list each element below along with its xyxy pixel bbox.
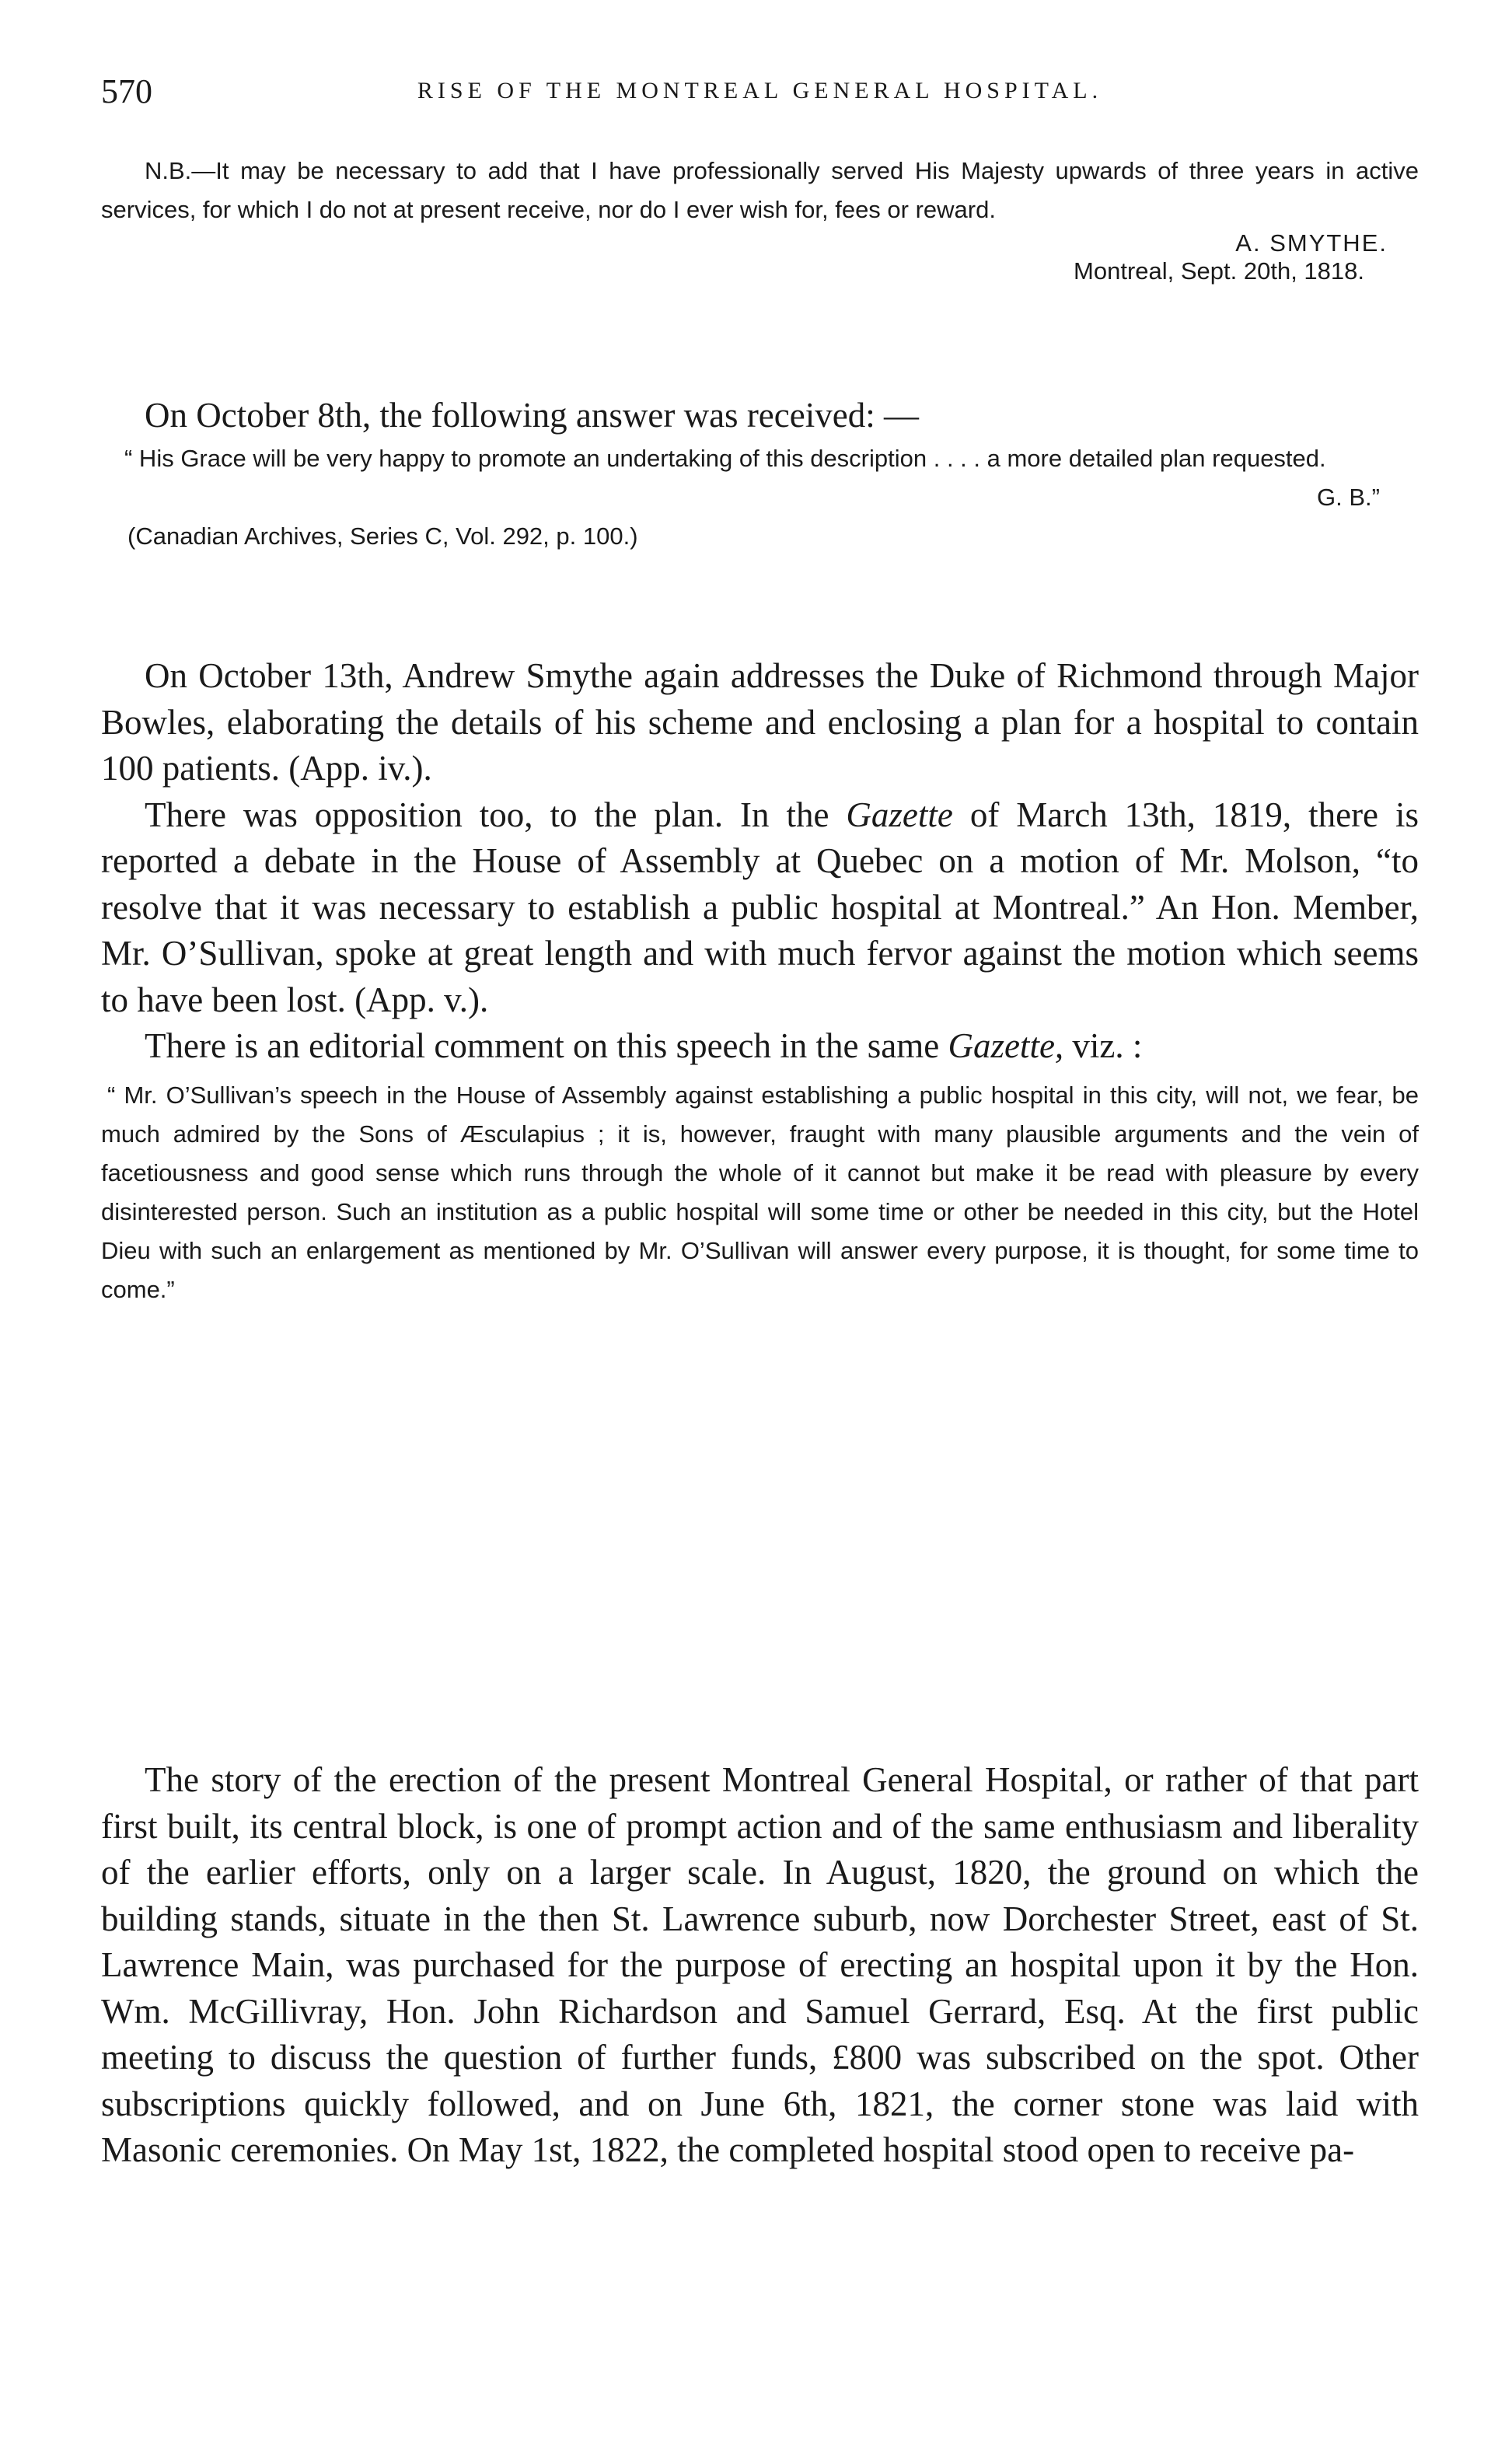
answer-intro: On October 8th, the following answer was received: — (145, 396, 919, 435)
answer-quote-text: “ His Grace will be very happy to promote an undertaking of this description . . . . a more detailed plan requested. (124, 444, 1326, 472)
editorial-quote: “ Mr. O’Sullivan’s speech in the House of Assembly against establishing a public hospital in this city, will not, we fear, be much admired by the Sons of Æsculapius ; it is, however, fraught with many plausible arguments and the vein of facetiousness and good sense which runs through the whole of it cannot but make it be read with pleasure by every disinterested person. Such an institution as a public hospital will some time or other be needed in this city, but the Hotel Dieu with such an enlargement as mentioned by Mr. O’Sullivan will answer every purpose, it is thought, for some time to come.” (101, 1081, 1419, 1303)
paragraph-opposition: There was opposition too, to the plan. In the Gazette of March 13th, 1819, there is reported a debate in the House of Assembly at Quebec on a motion of Mr. Molson, “to resolve that it was necessary to establish a public hospital at Montreal.” An Hon. Member, Mr. O’Sullivan, spoke at great length and with much fervor against the motion which seems to have been lost. (App. v.). (101, 795, 1419, 1019)
nb-note (101, 152, 1419, 285)
story-section (101, 1757, 1419, 2174)
paragraph-editorial-intro: There is an editorial comment on this speech in the same Gazette, viz. : (145, 1026, 1143, 1065)
gazette-title-2: Gazette, (948, 1026, 1064, 1065)
signature-place-date: Montreal, Sept. 20th, 1818. (1074, 257, 1364, 285)
signature-name: A. SMYTHE. (1235, 229, 1388, 257)
paragraph-story: The story of the erection of the present Montreal General Hospital, or rather of that part first built, its central block, is one of prompt action and of the same enthusiasm and liberality of the earlier efforts, only on a larger scale. In August, 1820, the ground on which the building stands, situate in the then St. Lawrence suburb, now Dorchester Street, east of St. Lawrence Main, was purchased for the purpose of erecting an hospital upon it by the Hon. Wm. McGillivray, Hon. John Richardson and Samuel Gerrard, Esq. At the first public meeting to discuss the question of further funds, £800 was subscribed on the spot. Other subscriptions quickly followed, and on June 6th, 1821, the corner stone was laid with Masonic ceremonies. On May 1st, 1822, the completed hospital stood open to receive pa- (101, 1760, 1419, 2169)
nb-note-text: N.B.—It may be necessary to add that I have professionally served His Majesty upwards of three years in active services, for which I do not at present receive, nor do I ever wish for, fees or reward. (101, 157, 1419, 223)
main-text (101, 653, 1419, 1309)
page-number: 570 (101, 72, 152, 110)
gazette-title: Gazette (846, 795, 953, 834)
archive-citation: (Canadian Archives, Series C, Vol. 292, p. 100.) (127, 522, 638, 550)
answer-initials: G. B.” (1317, 483, 1380, 511)
paragraph-october-13: On October 13th, Andrew Smythe again addresses the Duke of Richmond through Major Bowles, elaborating the details of his scheme and enclosing a plan for a hospital to contain 100 patients. (App. iv.). (101, 656, 1419, 788)
page-header (101, 72, 1419, 118)
answer-section (101, 393, 1419, 556)
running-head: RISE OF THE MONTREAL GENERAL HOSPITAL. (417, 78, 1103, 103)
